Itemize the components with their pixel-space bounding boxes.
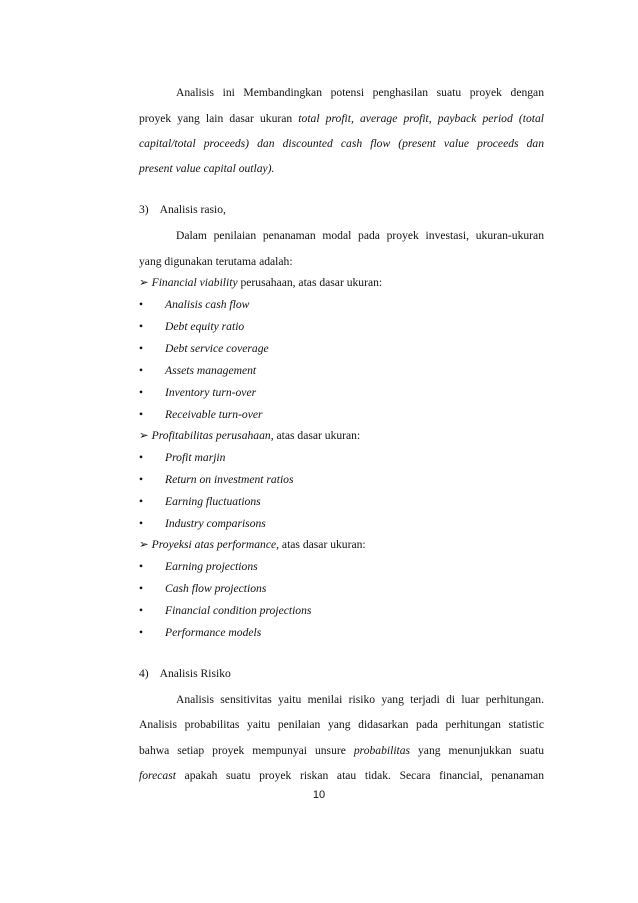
section4-line4-italic: forecast <box>139 769 176 782</box>
bullet-icon: • <box>139 408 144 421</box>
section4-line3-c: yang menunjukkan suatu <box>410 744 544 757</box>
bullet-icon: • <box>139 517 144 530</box>
bullet-icon: • <box>139 473 144 486</box>
group2-heading-rest: , atas dasar ukuran: <box>270 429 361 442</box>
section4-line3-italic: probabilitas <box>353 744 411 757</box>
bullet-icon: • <box>139 386 144 399</box>
group1-heading <box>139 276 382 290</box>
arrow-bullet-icon: ➢ <box>139 276 149 289</box>
group1-heading-rest: perusahaan, atas dasar ukuran: <box>237 276 383 289</box>
bullet-icon: • <box>139 560 144 573</box>
bullet-icon: • <box>139 604 144 617</box>
para1-line1: Analisis ini Membandingkan potensi penghasilan suatu proyek dengan <box>176 86 544 99</box>
group3-heading <box>139 538 366 552</box>
bullet-icon: • <box>139 582 144 595</box>
list-item: Earning projections <box>165 560 258 573</box>
list-item: Assets management <box>165 364 257 377</box>
section4-line3 <box>139 744 544 758</box>
bullet-icon: • <box>139 451 144 464</box>
group2-heading-italic: Profitabilitas perusahaan <box>151 429 271 442</box>
arrow-bullet-icon: ➢ <box>139 538 149 551</box>
list-item: Debt service coverage <box>165 342 269 355</box>
section3-heading: 3) Analisis rasio, <box>139 203 226 216</box>
section3-intro-line1: Dalam penilaian penanaman modal pada proyek investasi, ukuran-ukuran <box>176 229 544 242</box>
bullet-icon: • <box>139 320 144 333</box>
list-item: Return on investment ratios <box>165 473 294 486</box>
para1-line3: capital/total proceeds) dan discounted cash flow (present value proceeds dan <box>139 137 544 150</box>
arrow-bullet-icon: ➢ <box>139 429 149 442</box>
section4-line2: Analisis probabilitas yaitu penilaian yang didasarkan pada perhitungan statistic <box>139 718 544 731</box>
bullet-icon: • <box>139 364 144 377</box>
list-item: Earning fluctuations <box>165 495 261 508</box>
bullet-icon: • <box>139 342 144 355</box>
list-item: Cash flow projections <box>165 582 267 595</box>
list-item: Analisis cash flow <box>165 298 250 311</box>
section4-heading: 4) Analisis Risiko <box>139 667 231 680</box>
para1-line2-text: proyek yang lain dasar ukuran <box>139 112 299 125</box>
list-item: Financial condition projections <box>165 604 312 617</box>
group3-heading-rest: , atas dasar ukuran: <box>276 538 366 551</box>
section4-line1: Analisis sensitivitas yaitu menilai risiko yang terjadi di luar perhitungan. <box>176 693 544 706</box>
section4-line4 <box>139 769 544 783</box>
group2-heading <box>139 429 360 443</box>
para1-line2 <box>139 112 544 126</box>
para1-line4: present value capital outlay). <box>139 162 275 175</box>
list-item: Profit marjin <box>165 451 226 464</box>
bullet-icon: • <box>139 298 144 311</box>
bullet-icon: • <box>139 495 144 508</box>
list-item: Industry comparisons <box>165 517 266 530</box>
section4-line4-rest: apakah suatu proyek riskan atau tidak. Secara financial, penanaman <box>175 769 544 782</box>
list-item: Performance models <box>165 626 262 639</box>
bullet-icon: • <box>139 626 144 639</box>
list-item: Inventory turn-over <box>165 386 257 399</box>
group1-heading-italic: Financial viability <box>151 276 238 289</box>
list-item: Receivable turn-over <box>165 408 263 421</box>
section3-intro-line2: yang digunakan terutama adalah: <box>139 255 293 268</box>
group3-heading-italic: Proyeksi atas performance <box>151 538 277 551</box>
page-number: 10 <box>312 789 326 801</box>
section4-line3-a: bahwa setiap proyek mempunyai unsure <box>139 744 354 757</box>
list-item: Debt equity ratio <box>165 320 245 333</box>
para1-line2-italic: total profit, average profit, payback period (total <box>298 112 544 125</box>
